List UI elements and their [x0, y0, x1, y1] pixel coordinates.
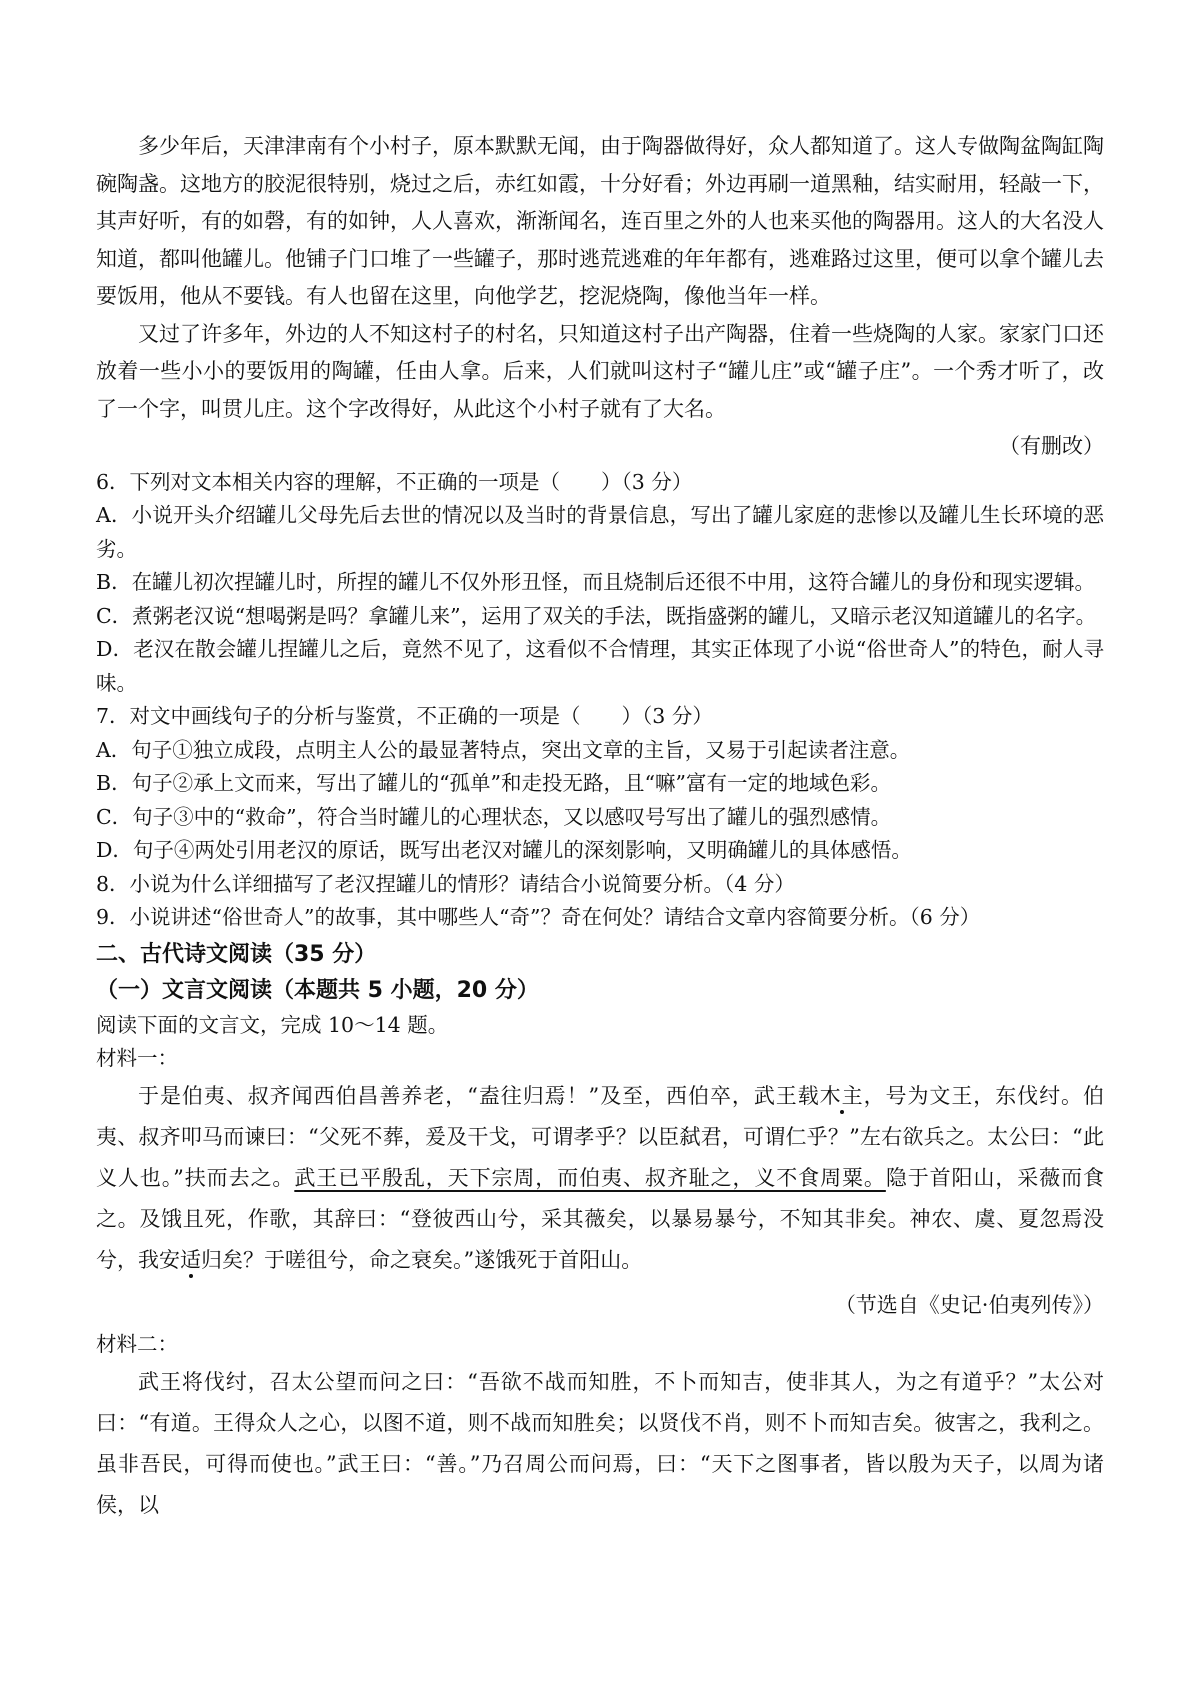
abridged-note: （有删改） — [999, 434, 1104, 458]
material-1-part-1: 于是伯夷、叔齐闻西伯昌善养老，“盍往归焉！”及至，西伯卒，武王载 — [138, 1083, 820, 1108]
reading-instruction: 阅读下面的文言文，完成 10～14 题。 — [96, 1012, 449, 1037]
question-7-option-a: A．句子①独立成段，点明主人公的最显著特点，突出文章的主旨，又易于引起读者注意。 — [96, 737, 911, 762]
question-6-option-d: D．老汉在散会罐儿捏罐儿之后，竟然不见了，这看似不合情理，其实正体现了小说“俗世奇人”的特色，耐人寻味。 — [96, 637, 1104, 695]
question-7-option-c: C．句子③中的“救命”，符合当时罐儿的心理状态，又以感叹号写出了罐儿的强烈感情。 — [96, 804, 892, 829]
material-1-part-3: 隐于首阳山，采薇而食之。及饿且死，作歌，其辞曰：“登彼西山兮，采其薇矣，以暴易暴兮，不知其非矣。神农、虞、夏忽焉没兮，我安 — [96, 1165, 1104, 1272]
question-6-stem: 6．下列对文本相关内容的理解，不正确的一项是（ ）（3 分） — [96, 469, 693, 494]
section-2-title: 二、古代诗文阅读（35 分） — [96, 941, 377, 967]
exam-page — [96, 128, 1104, 1526]
question-7-option-d: D．句子④两处引用老汉的原话，既写出老汉对罐儿的深刻影响，又明确罐儿的具体感悟。 — [96, 838, 912, 862]
question-6-option-a: A．小说开头介绍罐儿父母先后去世的情况以及当时的背景信息，写出了罐儿家庭的悲惨以及罐儿生长环境的恶劣。 — [96, 503, 1104, 561]
question-9: 9．小说讲述“俗世奇人”的故事，其中哪些人“奇”？奇在何处？请结合文章内容简要分析。（6 分） — [96, 905, 981, 929]
material-2-text: 武王将伐纣，召太公望而问之曰：“吾欲不战而知胜，不卜而知吉，使非其人，为之有道乎？”太公对曰：“有道。王得众人之心，以图不道，则不战而知胜矣；以贤伐不肖，则不卜而知吉矣。彼害之，我利之。虽非吾民，可得而使也。”武王曰：“善。”乃召周公而问焉，曰：“天下之图事者，皆以殷为天子，以周为诸侯，以 — [96, 1369, 1104, 1517]
material-1-part-4: 归矣？于嗟徂兮，命之衰矣。”遂饿死于首阳山。 — [201, 1247, 643, 1272]
dotted-word-mu-zhu: 木主 — [819, 1083, 864, 1108]
material-1-text — [96, 1076, 1104, 1281]
question-7-stem: 7．对文中画线句子的分析与鉴赏，不正确的一项是（ ）（3 分） — [96, 704, 713, 728]
question-8: 8．小说为什么详细描写了老汉捏罐儿的情形？请结合小说简要分析。（4 分） — [96, 871, 795, 896]
question-7-option-b: B．句子②承上文而来，写出了罐儿的“孤单”和走投无路，且“嘛”富有一定的地域色彩。 — [96, 771, 891, 795]
material-1-source: （节选自《史记·伯夷列传》） — [834, 1292, 1104, 1317]
material-1-part-2: ，号为文王，东伐纣。伯夷、叔齐叩马而谏曰：“父死不葬，爰及干戈，可谓孝乎？以臣弑君，可谓仁乎？”左右欲兵之。太公曰：“此义人也。”扶而去之。 — [96, 1083, 1104, 1190]
question-6-option-b: B．在罐儿初次捏罐儿时，所捏的罐儿不仅外形丑怪，而且烧制后还很不中用，这符合罐儿的身份和现实逻辑。 — [96, 570, 1096, 594]
underlined-sentence: 武王已平殷乱，天下宗周，而伯夷、叔齐耻之，义不食周粟。 — [294, 1165, 886, 1190]
dotted-word-shi: 适 — [180, 1247, 201, 1272]
subsection-1-title: （一）文言文阅读（本题共 5 小题，20 分） — [96, 977, 539, 1003]
material-1-label: 材料一： — [96, 1046, 178, 1070]
story-paragraph-2: 又过了许多年，外边的人不知这村子的村名，只知道这村子出产陶器，住着一些烧陶的人家。家家门口还放着一些小小的要饭用的陶罐，任由人拿。后来，人们就叫这村子“罐儿庄”或“罐子庄”。一个秀才听了，改了一个字，叫贯儿庄。这个字改得好，从此这个小村子就有了大名。 — [96, 321, 1104, 421]
question-6-option-c: C．煮粥老汉说“想喝粥是吗？拿罐儿来”，运用了双关的手法，既指盛粥的罐儿，又暗示老汉知道罐儿的名字。 — [96, 603, 1097, 628]
material-2-label: 材料二： — [96, 1332, 178, 1356]
story-paragraph-1: 多少年后，天津津南有个小村子，原本默默无闻，由于陶器做得好，众人都知道了。这人专做陶盆陶缸陶碗陶盏。这地方的胶泥很特别，烧过之后，赤红如霞，十分好看；外边再刷一道黑釉，结实耐用，轻敲一下，其声好听，有的如磬，有的如钟，人人喜欢，渐渐闻名，连百里之外的人也来买他的陶器用。这人的大名没人知道，都叫他罐儿。他铺子门口堆了一些罐子，那时逃荒逃难的年年都有，逃难路过这里，便可以拿个罐儿去要饭用，他从不要钱。有人也留在这里，向他学艺，挖泥烧陶，像他当年一样。 — [96, 134, 1104, 308]
